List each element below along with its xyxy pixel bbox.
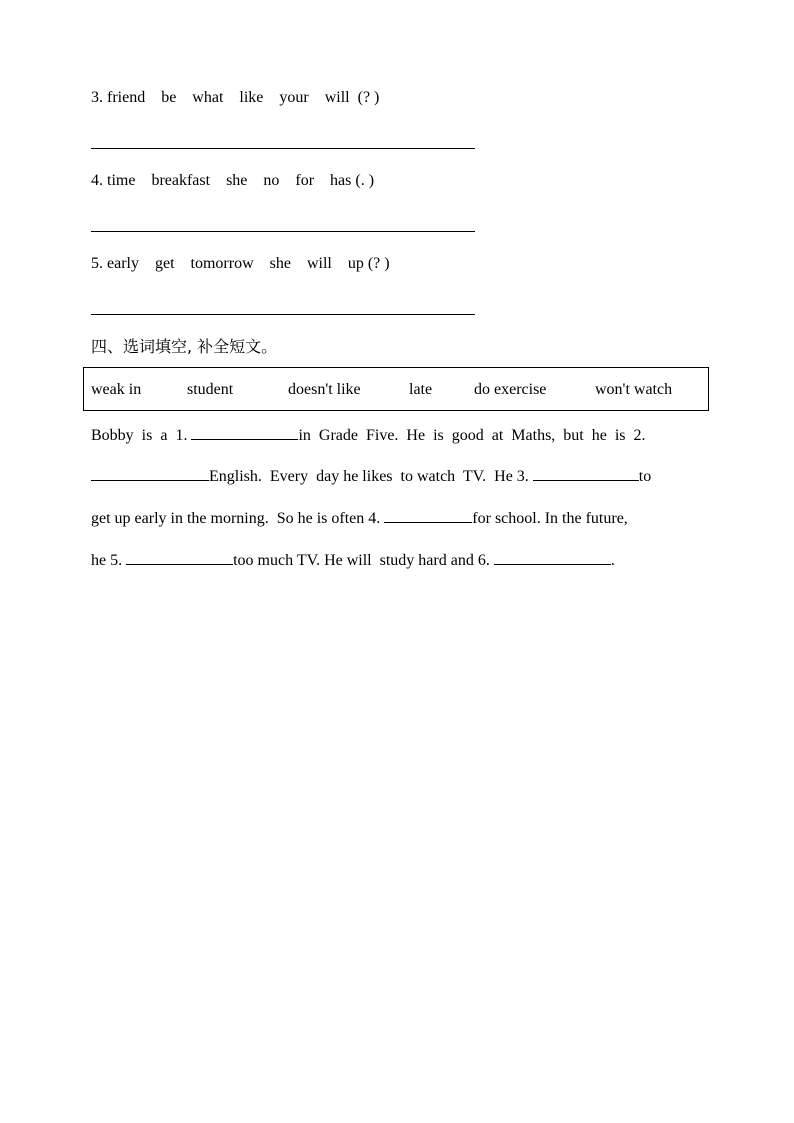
paragraph-line-2: [91, 466, 703, 487]
paragraph-line-3: [91, 508, 703, 529]
paragraph-text: to: [638, 468, 652, 485]
paragraph-text: English. Every day he likes to watch TV. He 3.: [209, 468, 529, 485]
section-title: 四、选词填空, 补全短文。: [91, 337, 278, 356]
question-5: 5. early get tomorrow she will up (? ): [91, 255, 390, 272]
word-bank-item: weak in: [91, 381, 142, 398]
paragraph-text: in Grade Five. He is good at Maths, but he is 2.: [298, 427, 646, 444]
paragraph-line-4: [91, 550, 703, 571]
answer-line-5[interactable]: [91, 314, 475, 315]
answer-line-4[interactable]: [91, 231, 475, 232]
blank-5[interactable]: [126, 550, 233, 565]
word-bank: [83, 367, 709, 411]
blank-2[interactable]: [91, 466, 209, 481]
word-bank-item: student: [187, 381, 234, 398]
paragraph-text: for school. In the future,: [472, 510, 628, 527]
blank-6[interactable]: [494, 550, 611, 565]
word-bank-item: do exercise: [474, 381, 547, 398]
paragraph-text: he 5.: [91, 552, 123, 569]
paragraph-text: get up early in the morning. So he is often 4.: [91, 510, 381, 527]
word-bank-item: doesn't like: [288, 381, 361, 398]
blank-1[interactable]: [191, 425, 298, 440]
paragraph-text: too much TV. He will study hard and 6.: [233, 552, 490, 569]
blank-3[interactable]: [533, 466, 639, 481]
paragraph-text: Bobby is a 1.: [91, 427, 188, 444]
paragraph-text: .: [610, 552, 615, 569]
word-bank-item: won't watch: [595, 381, 673, 398]
question-4: 4. time breakfast she no for has (. ): [91, 172, 375, 189]
word-bank-item: late: [409, 381, 433, 398]
answer-line-3[interactable]: [91, 148, 475, 149]
blank-4[interactable]: [384, 508, 472, 523]
paragraph-line-1: [91, 425, 703, 446]
question-3: 3. friend be what like your will (? ): [91, 89, 380, 106]
